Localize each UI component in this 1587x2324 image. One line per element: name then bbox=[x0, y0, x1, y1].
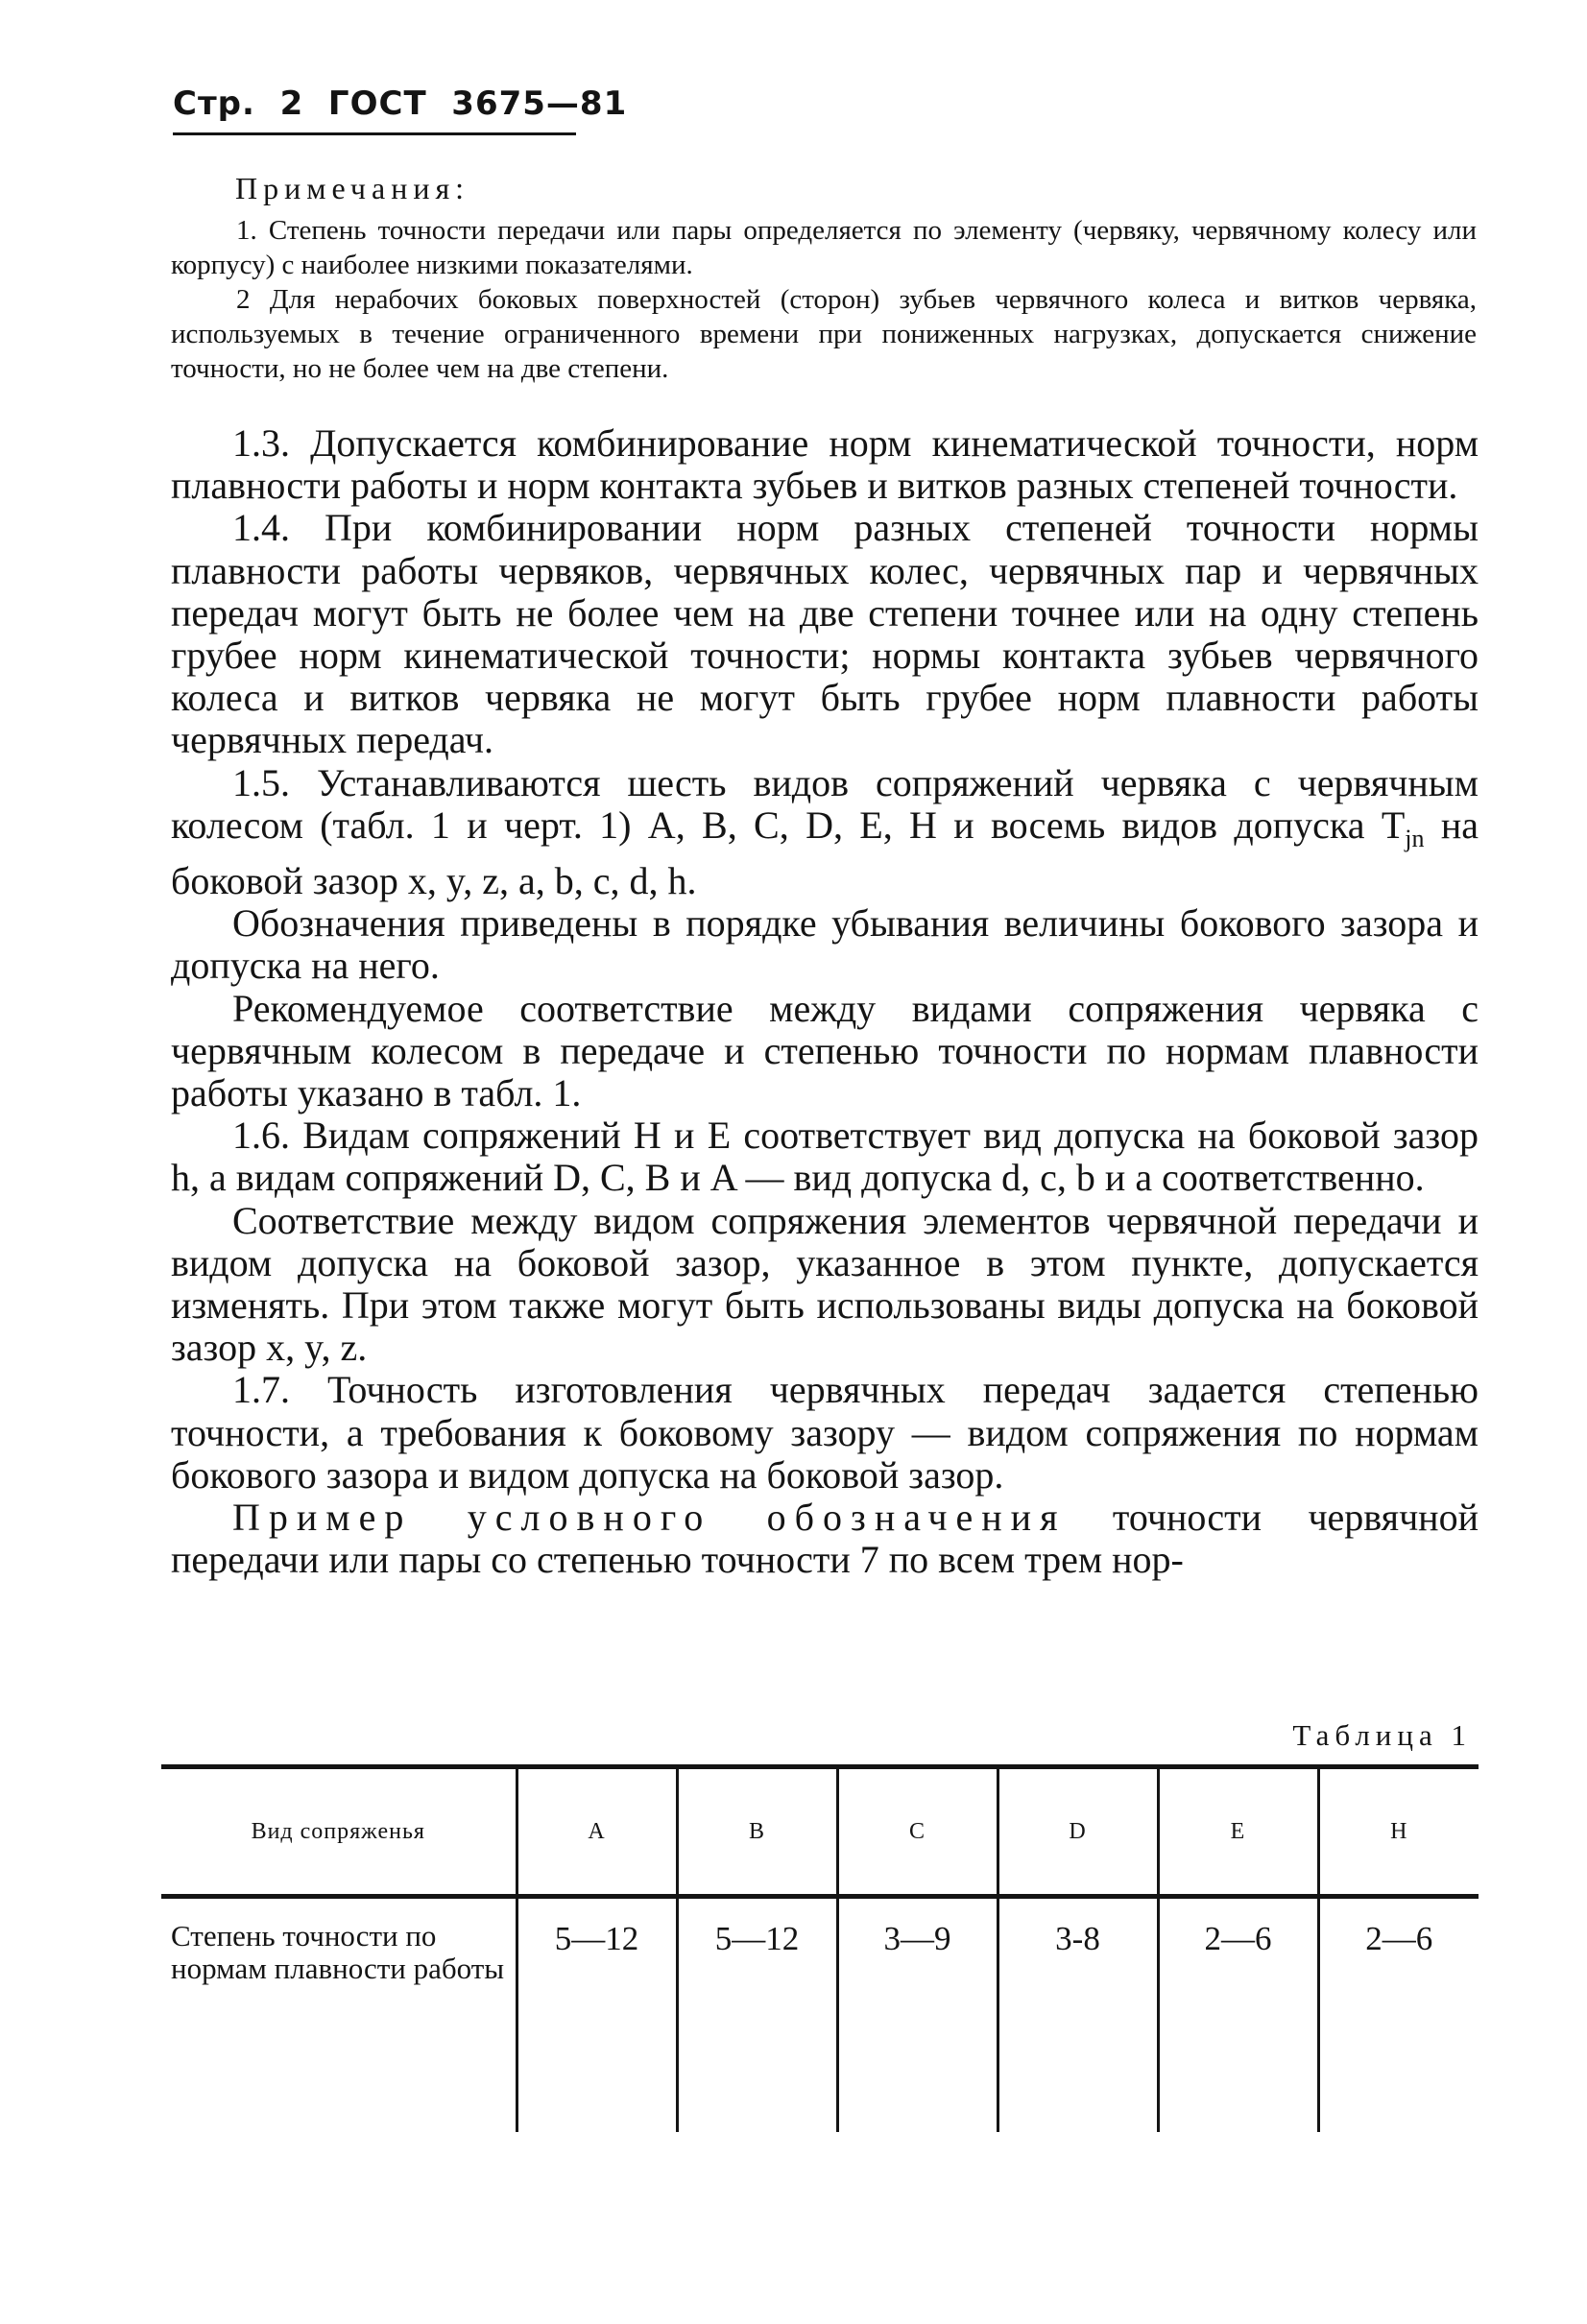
table-header-cell: B bbox=[677, 1767, 837, 1897]
notes bbox=[171, 213, 1477, 386]
paragraph-recommended: Рекомендуемое соответствие между видами сопряжения червяка с червячным колесом в передаче и степенью точности по нормам плавности работы указано в табл. 1. bbox=[171, 986, 1479, 1115]
paragraph-1-6: 1.6. Видам сопряжений H и E соответствует вид допуска на боковой зазор h, а видам сопряжений D, C, B и A — вид допуска d, c, b и a соответственно. bbox=[171, 1114, 1479, 1200]
paragraph-example bbox=[171, 1497, 1479, 1581]
table-cell: 5—12 bbox=[517, 1897, 677, 2133]
example-spaced-text: Пример условного обозначения bbox=[232, 1496, 1067, 1540]
paragraph-correspondence: Соответствие между видом сопряжения элементов червячной передачи и видом допуска на боковой зазор, указанное в этом пункте, допускается изменять. При этом также могут быть использованы виды допуска на боковой зазор x, y, z. bbox=[171, 1198, 1479, 1370]
notes-title: Примечания: bbox=[235, 171, 470, 205]
paragraph-designations: Обозначения приведены в порядке убывания величины бокового зазора и допуска на него. bbox=[171, 901, 1479, 988]
table-header-cell: H bbox=[1318, 1767, 1479, 1897]
table-cell: 2—6 bbox=[1158, 1897, 1318, 2133]
main-text bbox=[171, 422, 1479, 1581]
table-cell: 3-8 bbox=[998, 1897, 1158, 2133]
table-cell: 5—12 bbox=[677, 1897, 837, 2133]
paragraph-1-7: 1.7. Точность изготовления червячных передач задается степенью точности, а требования к боковому зазору — видом сопряжения по нормам бокового зазора и видом допуска на боковой зазор. bbox=[171, 1368, 1479, 1497]
paragraph-1-5-text: 1.5. Устанавливаются шесть видов сопряжений червяка с червячным колесом (табл. 1 и черт. 1) A, B, C, D, E, H и восемь видов допуска T bbox=[171, 760, 1479, 847]
table-caption: Таблица 1 bbox=[1292, 1718, 1472, 1752]
table-header-cell: E bbox=[1158, 1767, 1318, 1897]
note-2: 2 Для нерабочих боковых поверхностей (сторон) зубьев червячного колеса и витков червяка, используемых в течение ограниченного времени при пониженных нагрузках, допускается снижение точности, но не более чем на две степени. bbox=[171, 284, 1477, 384]
table-1 bbox=[161, 1764, 1479, 2120]
page-header: Стр. 2 ГОСТ 3675—81 bbox=[173, 84, 628, 123]
table-cell: 3—9 bbox=[837, 1897, 998, 2133]
paragraph-1-3: 1.3. Допускается комбинирование норм кинематической точности, норм плавности работы и норм контакта зубьев и витков разных степеней точности. bbox=[171, 421, 1479, 508]
paragraph-1-5-tail: на боковой зазор x, y, z, a, b, c, d, h. bbox=[171, 803, 1479, 903]
table-cell: Степень точности по нормам плавности работы bbox=[171, 1919, 505, 1985]
table-cell: 2—6 bbox=[1318, 1897, 1479, 2133]
table-row bbox=[161, 1897, 1479, 2133]
tolerance-subscript: jn bbox=[1405, 824, 1425, 852]
table-header-cell: A bbox=[517, 1767, 677, 1897]
paragraph-1-5 bbox=[171, 762, 1479, 903]
table-header-cell: D bbox=[998, 1767, 1158, 1897]
example-text: точности червячной передачи или пары со степенью точности 7 по всем трем нор- bbox=[171, 1496, 1479, 1582]
paragraph-1-4: 1.4. При комбинировании норм разных степеней точности нормы плавности работы червяков, червячных колес, червячных пар и червячных передач могут быть не более чем на две степени точнее или на одну степень грубее норм кинематической точности; нормы контакта зубьев червячного колеса и витков червяка не могут быть грубее норм плавности работы червячных передач. bbox=[171, 506, 1479, 762]
table-header-cell: C bbox=[837, 1767, 998, 1897]
note-1: 1. Степень точности передачи или пары определяется по элементу (червяку, червячному колесу или корпусу) с наиболее низкими показателями. bbox=[171, 215, 1477, 280]
header-rule bbox=[173, 132, 576, 135]
table-header-row bbox=[161, 1767, 1479, 1897]
table-header-cell: Вид сопряженья bbox=[161, 1767, 517, 1897]
